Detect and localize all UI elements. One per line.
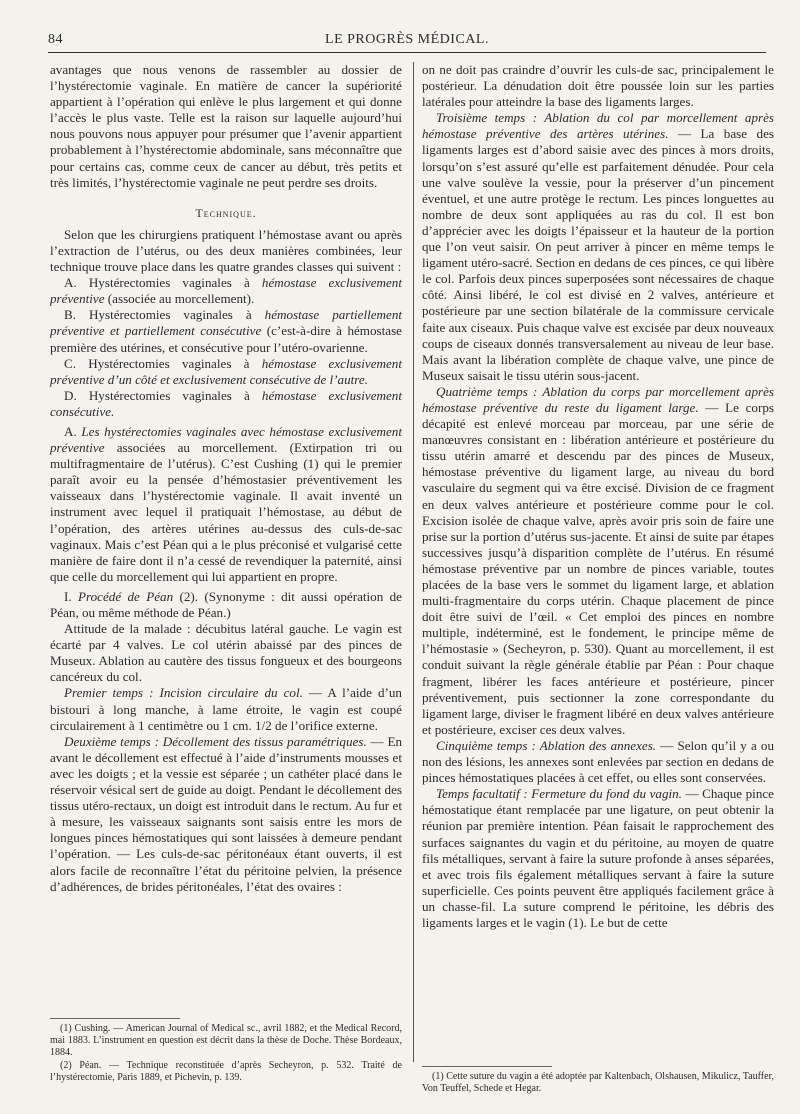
left-footnotes — [50, 1012, 402, 1084]
footnote: (2) Péan. — Technique reconstituée d’après Secheyron, p. 532. Traité de l’hystérectomie, Paris 1889, et Pichevin, p. 139. — [50, 1059, 402, 1083]
footnote-rule — [422, 1066, 552, 1067]
paragraph: Premier temps : Incision circulaire du col. — A l’aide d’un bistouri à long manche, à lame étroite, le vagin est coupé circulairement à 1 centimètre ou 1 cm. 1/2 de l’orifice externe. — [50, 685, 402, 733]
column-divider — [413, 62, 414, 1062]
page-number: 84 — [48, 32, 63, 47]
left-column — [50, 62, 402, 895]
paragraph: Attitude de la malade : décubitus latéral gauche. Le vagin est écarté par 4 valves. Le col utérin abaissé par des pinces de Museux. Ablation au cautère des tissus fongueux et des bourgeons cancéreux du col. — [50, 621, 402, 685]
right-footnotes — [422, 1060, 774, 1095]
list-item: C. Hystérectomies vaginales à hémostase exclusivement préventive d’un côté et exclusivement consécutive de l’autre. — [50, 355, 402, 387]
footnote: (1) Cushing. — American Journal of Medical sc., avril 1882, et the Medical Record, mai 1883. L’instrument en question est décrit dans la thèse de Doche. Thèse Bordeaux, 1884. — [50, 1023, 402, 1059]
paragraph: Selon que les chirurgiens pratiquent l’hémostase avant ou après l’extraction de l’utérus, ou des deux manières combinées, leur technique trouve place dans les quatre grandes classes qui suivent : — [50, 226, 402, 275]
paragraph: A. Les hystérectomies vaginales avec hémostase exclusivement préventive associées au morcellement. (Extirpation tri ou multifragmentaire de l’utérus). C’est Cushing (1) qui le premier paraît avoir eu la pensée d’hémostasier préventivement les vaisseaux dans l’hystérectomie vaginale. Il avait inventé un instrument avec lequel il pratiquait l’hémostase, au début de l’opération, des artères utérines au-dessus des culs-de-sac vaginaux. Mais c’est Péan qui a le plus préconisé et vulgarisé cette manière de faire dont il n’a cessé de revendiquer la paternité, ainsi que celle du morcellement qui lui appartient en propre. — [50, 423, 402, 584]
paragraph: I. Procédé de Péan (2). (Synonyme : dit aussi opération de Péan, ou même méthode de Péan.) — [50, 588, 402, 620]
list-item: B. Hystérectomies vaginales à hémostase partiellement préventive et partiellement consécutive (c’est-à-dire à hémostase première des utérines, et consécutive pour l’utéro-ovarienne. — [50, 307, 403, 355]
right-column — [422, 62, 774, 931]
footnote-rule — [50, 1018, 180, 1019]
list-item: D. Hystérectomies vaginales à hémostase exclusivement consécutive. — [50, 387, 402, 419]
paragraph: avantages que nous venons de rassembler au dossier de l’hystérectomie vaginale. En matière de cancer la supériorité appartient à l’opération qui enlève le plus largement et qui donne l’accès le plus vaste. Telle est la raison sur laquelle aujourd’hui nous pouvons nous appuyer pour présumer que l’avenir appartient probablement à l’hystérectomie abdominale, sans méconnaître que pour certains cas, comme ceux de cancer au début, très petits et très limités, l’hystérectomie vaginale ne peut perdre ses droits. — [50, 62, 402, 190]
paragraph: on ne doit pas craindre d’ouvrir les culs-de sac, principalement le postérieur. La dénudation doit être poussée loin sur les parties latérales pour atteindre la base des ligaments larges. — [422, 62, 774, 110]
list-item: A. Hystérectomies vaginales à hémostase exclusivement préventive (associée au morcellement). — [50, 275, 402, 307]
journal-title: LE PROGRÈS MÉDICAL. — [325, 32, 489, 47]
paragraph: Temps facultatif : Fermeture du fond du vagin. — Chaque pince hémostatique étant remplacée par une ligature, on peut obtenir la réunion par première intention. Péan faisait le rapprochement des surfaces saignantes du vagin et du péritoine, au moyen de quatre fils métalliques, servant à faire la suture profonde à anses séparées, et avec trois fils également métalliques servant à faire la suture superficielle. Ces points peuvent être appliqués facilement grâce à un chasse-fil. La suture comprend le péritoine, les débris des ligaments larges et le vagin (1). Le but de cette — [422, 786, 774, 930]
paragraph: Troisième temps : Ablation du col par morcellement après hémostase préventive des artères utérines. — La base des ligaments larges est d’abord saisie avec des pinces à mors droits, lorsqu’on s’est assuré qu’elle est parfaitement dénudée. Pour cela une valve soulève la vessie, pour la préserver d’un pincement éventuel, et une autre protège le rectum. Les pinces longuettes au nombre de deux sont appliquées au ras du col. Il est bon d’apprécier avec les doigts l’épaisseur et la hauteur de la portion que l’on veut saisir. On peut arriver à pincer en même temps le ligament utéro-sacré. Section en dedans de ces pinces, ce qui libère le col. Parfois deux pinces superposées sont nécessaires de chaque côté. Ainsi libéré, le col est divisé en 2 valves, antérieure et postérieure par une section bilatérale de la commissure cervicale faite aux ciseaux. Puis chaque valve est excisée par deux nouveaux coups de ciseaux donnés transversalement au niveau de leur base. Mais avant la libération complète de chaque valve, une pince de Museux saisait le tissu utérin sous-jacent. — [422, 110, 774, 383]
running-header — [48, 30, 766, 52]
paragraph: Cinquième temps : Ablation des annexes. — Selon qu’il y a ou non des lésions, les annexes sont enlevées par section en dedans de pinces hémostatiques placées à cet effet, ou elles sont conservées. — [422, 737, 774, 786]
section-heading: Technique. — [195, 205, 257, 220]
footnote: (1) Cette suture du vagin a été adoptée par Kaltenbach, Olshausen, Mikulicz, Tauffer, Von Teuffel, Schede et Hegar. — [422, 1071, 774, 1095]
paragraph: Quatrième temps : Ablation du corps par morcellement après hémostase préventive du reste du ligament large. — Le corps décapité est enlevé morceau par morceau, par une série de manœuvres consistant en : libération antérieure et postérieure du tissu utérin amarré et descendu par des pinces de Museux, hémostase préventive du ligament large, au niveau du bord vasculaire du segment qui va être excisé. Division de ce fragment en deux valves antérieure et postérieure comme pour le col. Excision isolée de chaque valve, après avoir pris soin de faire une prise sur la portion d’utérus sus-jacente. Et ainsi de suite par étapes successives jusqu’à disparition complète de l’utérus. En résumé hémostase préventive par un nombre de pinces variable, toutes placées de la base vers le sommet du ligament large, et ablation multi-fragmentaire du corps utérin. Chaque placement de pince doit être suivi de l’œil. « Cet emploi des pinces en nombre multiple, indéterminé, est le fondement, le principe même de l’hémostasie » (Secheyron, p. 530). Quant au morcellement, il est conduit suivant la règle générale établie par Péan : Pour chaque fragment, libérer les faces antérieure et postérieure, pincer préventivement, puis sectionner la zone correspondante du ligament large, diviser le fragment libéré en deux valves antérieure et postérieure, exciser ces deux valves. — [422, 383, 774, 737]
header-rule — [48, 52, 766, 53]
paragraph: Deuxième temps : Décollement des tissus paramétriques. — En avant le décollement est effectué à l’aide d’instruments mousses et avec les doigts ; et la vessie est séparée ; un cathéter placé dans le réservoir vésical sert de guide au doigt. Pendant le décollement des tissus utéro-rectaux, un doigt est introduit dans le rectum. Au fur et à mesure, les vaisseaux saignants sont saisis entre les mors de longues pinces hémostatiques qui sont laissées à demeure pendant l’opération. — Les culs-de-sac péritonéaux étant ouverts, il est alors facile de reconnaître l’état du péritoine pelvien, la présence d’adhérences, de brides péritonéales, l’état des ovaires : — [50, 733, 402, 894]
